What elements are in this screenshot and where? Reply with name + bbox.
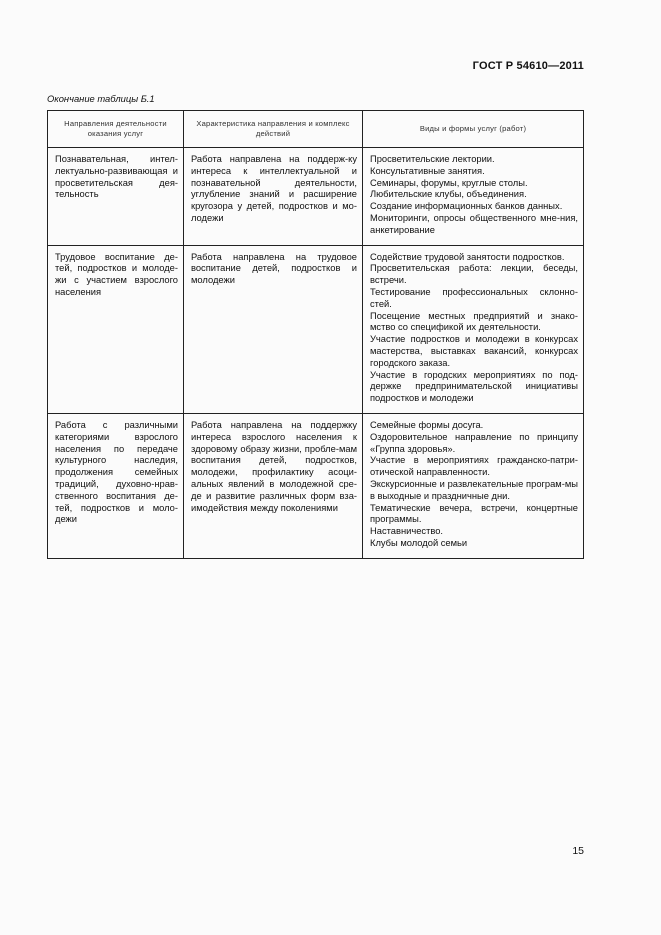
service-item: Мониторинги, опросы общественного мне-ния, анкетирование bbox=[370, 212, 578, 235]
document-code: ГОСТ Р 54610—2011 bbox=[472, 60, 584, 72]
service-item: Участие в мероприятиях гражданско-патри-отической направленности. bbox=[370, 455, 578, 478]
service-item: Просветительская работа: лекции, беседы, встречи. bbox=[370, 263, 578, 286]
page-number: 15 bbox=[572, 845, 584, 857]
characteristic-cell: Работа направлена на поддерж-ку интереса к интеллектуальной и познавательной деятельности, углубление знаний и расширение кругозора у детей, подростков и мо-лодежи bbox=[184, 148, 363, 246]
characteristic-cell: Работа направлена на трудовое воспитание детей, подростков и молодежи bbox=[184, 245, 363, 413]
services-cell bbox=[363, 148, 584, 246]
direction-cell: Работа с различными категориями взрослого населения по передаче культурного наследия, продолжения семейных традиций, духовно-нрав-ственного воспитания де-тей, подростков и моло-дежи bbox=[48, 413, 184, 558]
service-item: Любительские клубы, объединения. bbox=[370, 189, 527, 200]
service-item: Оздоровительное направление по принципу «Группа здоровья». bbox=[370, 431, 578, 454]
service-item: Семинары, форумы, круглые столы. bbox=[370, 177, 528, 188]
table-header-row bbox=[48, 111, 584, 148]
services-cell bbox=[363, 413, 584, 558]
service-item: Посещение местных предприятий и знако-мство со спецификой их деятельности. bbox=[370, 310, 578, 333]
table-row bbox=[48, 245, 584, 413]
header-characteristic: Характеристика направления и комплекс действий bbox=[184, 111, 363, 148]
service-item: Наставничество. bbox=[370, 526, 443, 537]
service-item: Клубы молодой семьи bbox=[370, 537, 468, 548]
table-row bbox=[48, 413, 584, 558]
services-table bbox=[47, 110, 584, 559]
service-item: Просветительские лектории. bbox=[370, 154, 495, 164]
service-item: Тестирование профессиональных склонно-стей. bbox=[370, 286, 578, 309]
service-item: Участие в городских мероприятиях по под-держке предпринимательской инициативы подростков и молодежи bbox=[370, 369, 578, 404]
header-services: Виды и формы услуг (работ) bbox=[363, 111, 584, 148]
service-item: Создание информационных банков данных. bbox=[370, 201, 563, 212]
service-item: Содействие трудовой занятости подростков. bbox=[370, 251, 565, 262]
services-cell bbox=[363, 245, 584, 413]
direction-cell: Познавательная, интел-лектуально-развивающая и просветительская дея-тельность bbox=[48, 148, 184, 246]
service-item: Экскурсионные и развлекательные програм-мы в выходные и праздничные дни. bbox=[370, 478, 578, 501]
table-row bbox=[48, 148, 584, 246]
characteristic-cell: Работа направлена на поддержку интереса взрослого населения к здоровому образу жизни, пробле-мам воспитания детей, подростков, молодежи, профилактику асоци-альных явлений в молодежной сре-де и развитие различных форм вза-имодействия между поколениями bbox=[184, 413, 363, 558]
service-item: Тематические вечера, встречи, концертные программы. bbox=[370, 502, 578, 525]
direction-cell: Трудовое воспитание де-тей, подростков и молоде-жи с участием взрослого населения bbox=[48, 245, 184, 413]
header-direction: Направления деятельности оказания услуг bbox=[48, 111, 184, 148]
table-caption: Окончание таблицы Б.1 bbox=[47, 93, 155, 104]
service-item: Участие подростков и молодежи в конкурсах мастерства, выставках вакансий, конкурсах городского заказа. bbox=[370, 334, 578, 368]
service-item: Семейные формы досуга. bbox=[370, 419, 484, 430]
service-item: Консультативные занятия. bbox=[370, 165, 485, 176]
